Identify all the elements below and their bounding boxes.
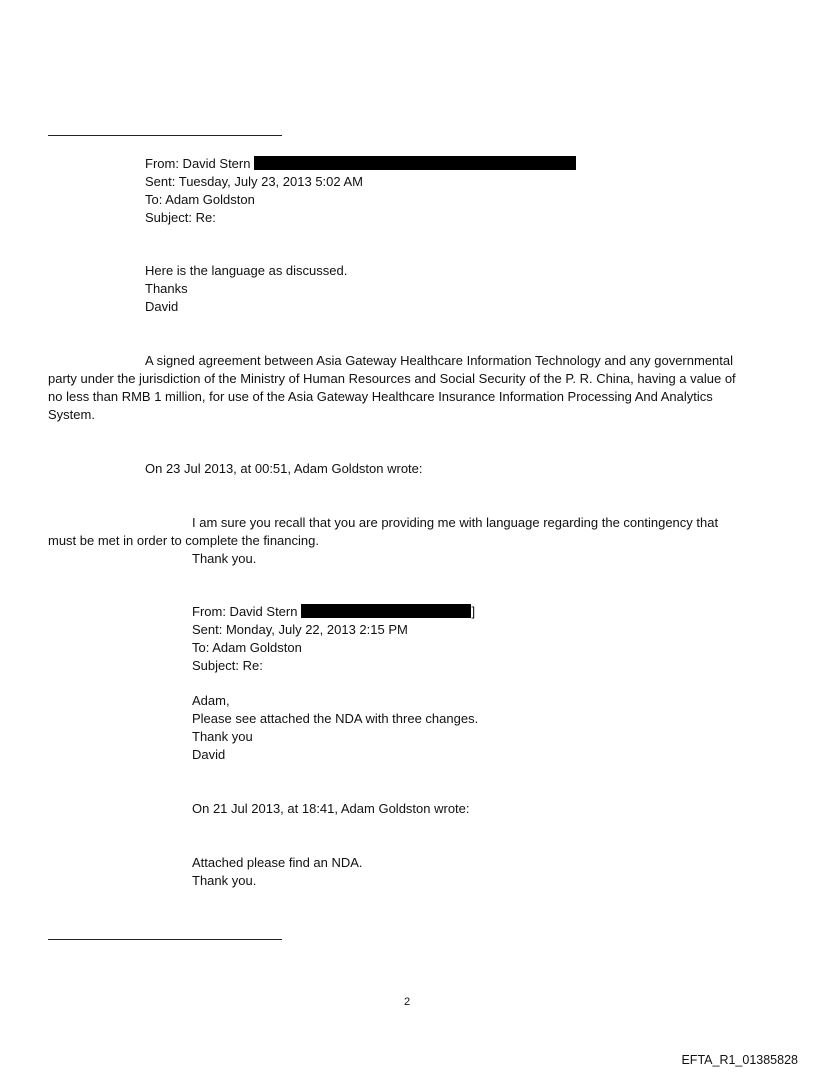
bates-number: EFTA_R1_01385828 bbox=[681, 1053, 798, 1067]
body-line: Adam, bbox=[192, 693, 230, 708]
paragraph-line: party under the jurisdiction of the Ministry of Human Resources and Social Security of the P. R. China, having a value of bbox=[48, 371, 736, 386]
closing-bracket: ] bbox=[471, 604, 476, 619]
quote-line: Thank you. bbox=[192, 551, 257, 566]
body-line: David bbox=[145, 299, 179, 314]
outer-from: From: David Stern bbox=[145, 156, 251, 171]
paragraph-line: A signed agreement between Asia Gateway Healthcare Information Technology and any governmental bbox=[145, 353, 734, 368]
outer-from-line bbox=[145, 155, 576, 173]
outer-sent: Sent: Tuesday, July 23, 2013 5:02 AM bbox=[145, 174, 364, 189]
inner-subject: Subject: Re: bbox=[192, 658, 263, 673]
body-line: Thanks bbox=[145, 281, 188, 296]
body-line: Here is the language as discussed. bbox=[145, 263, 348, 278]
outer-to: To: Adam Goldston bbox=[145, 192, 255, 207]
body-line: David bbox=[192, 747, 226, 762]
top-divider bbox=[48, 135, 282, 136]
body-line: Please see attached the NDA with three changes. bbox=[192, 711, 479, 726]
bottom-divider bbox=[48, 939, 282, 940]
quote2-intro: On 21 Jul 2013, at 18:41, Adam Goldston wrote: bbox=[192, 801, 470, 816]
quote-line: I am sure you recall that you are providing me with language regarding the contingency that bbox=[192, 515, 719, 530]
redaction-bar bbox=[254, 156, 576, 170]
page-number: 2 bbox=[404, 996, 411, 1008]
inner-from-line bbox=[192, 603, 475, 621]
inner-to: To: Adam Goldston bbox=[192, 640, 302, 655]
quote-line: Thank you. bbox=[192, 873, 257, 888]
inner-sent: Sent: Monday, July 22, 2013 2:15 PM bbox=[192, 622, 408, 637]
quote-line: Attached please find an NDA. bbox=[192, 855, 363, 870]
body-line: Thank you bbox=[192, 729, 253, 744]
paragraph-line: System. bbox=[48, 407, 95, 422]
paragraph-line: no less than RMB 1 million, for use of the Asia Gateway Healthcare Insurance Information Processing And Analytics bbox=[48, 389, 713, 404]
outer-subject: Subject: Re: bbox=[145, 210, 216, 225]
redaction-bar bbox=[301, 604, 471, 618]
quote-line: must be met in order to complete the financing. bbox=[48, 533, 319, 548]
quote1-intro: On 23 Jul 2013, at 00:51, Adam Goldston wrote: bbox=[145, 461, 423, 476]
inner-from: From: David Stern bbox=[192, 604, 298, 619]
